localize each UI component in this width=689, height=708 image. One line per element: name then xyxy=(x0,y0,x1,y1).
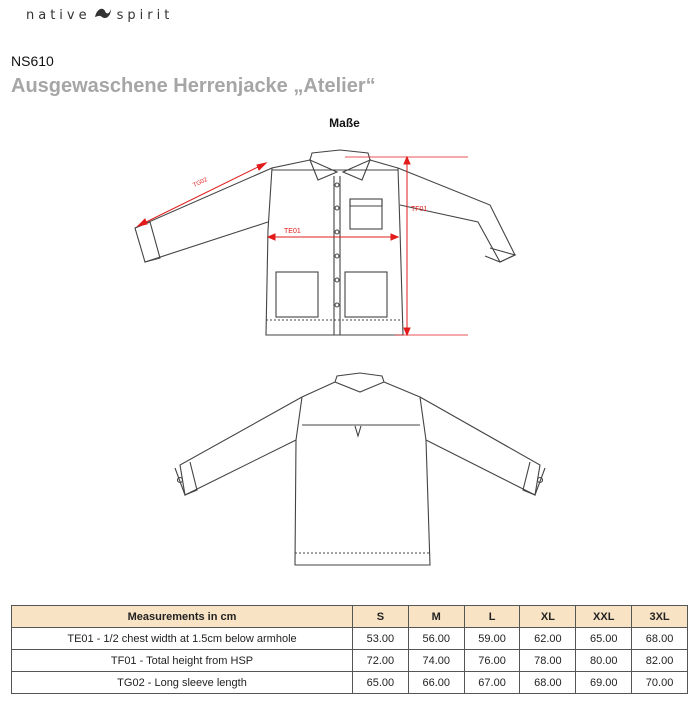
measurement-value: 62.00 xyxy=(520,628,576,650)
brand-name-left: native xyxy=(26,7,91,23)
size-header: M xyxy=(408,606,464,628)
measurement-value: 56.00 xyxy=(408,628,464,650)
size-chart-header-row xyxy=(12,606,688,628)
product-title: Ausgewaschene Herrenjacke „Atelier“ xyxy=(11,75,376,97)
measurement-value: 53.00 xyxy=(353,628,409,650)
measurement-label: TF01 - Total height from HSP xyxy=(12,650,353,672)
size-header: L xyxy=(464,606,520,628)
measurement-value: 70.00 xyxy=(632,672,688,694)
sleeve-measure-line xyxy=(138,163,266,226)
measurements-heading: Maße xyxy=(329,116,360,130)
table-row xyxy=(12,672,688,694)
measurement-value: 67.00 xyxy=(464,672,520,694)
size-header: XXL xyxy=(576,606,632,628)
product-code: NS610 xyxy=(11,53,54,69)
measurement-value: 82.00 xyxy=(632,650,688,672)
measurement-value: 68.00 xyxy=(632,628,688,650)
size-chart-table xyxy=(11,605,688,694)
jacket-front-view xyxy=(135,150,515,335)
measurement-value: 78.00 xyxy=(520,650,576,672)
measurement-value: 68.00 xyxy=(520,672,576,694)
measurement-value: 76.00 xyxy=(464,650,520,672)
measurement-label: TE01 - 1/2 chest width at 1.5cm below armhole xyxy=(12,628,353,650)
measurement-value: 74.00 xyxy=(408,650,464,672)
measurement-value: 59.00 xyxy=(464,628,520,650)
measurements-header: Measurements in cm xyxy=(12,606,353,628)
height-measure-line xyxy=(345,157,468,335)
measurement-value: 72.00 xyxy=(353,650,409,672)
table-row xyxy=(12,650,688,672)
height-measure-label: TF01 xyxy=(411,206,428,213)
measurement-value: 65.00 xyxy=(576,628,632,650)
jacket-back-view xyxy=(175,373,545,565)
measurement-value: 66.00 xyxy=(408,672,464,694)
chest-measure-label: TE01 xyxy=(284,228,301,235)
sleeve-measure-label: TG02 xyxy=(192,177,209,189)
measurement-value: 69.00 xyxy=(576,672,632,694)
size-header: XL xyxy=(520,606,576,628)
table-row xyxy=(12,628,688,650)
size-header: 3XL xyxy=(632,606,688,628)
brand-name-right: spirit xyxy=(116,7,174,23)
size-header: S xyxy=(353,606,409,628)
measurement-value: 65.00 xyxy=(353,672,409,694)
measurement-value: 80.00 xyxy=(576,650,632,672)
measurement-label: TG02 - Long sleeve length xyxy=(12,672,353,694)
